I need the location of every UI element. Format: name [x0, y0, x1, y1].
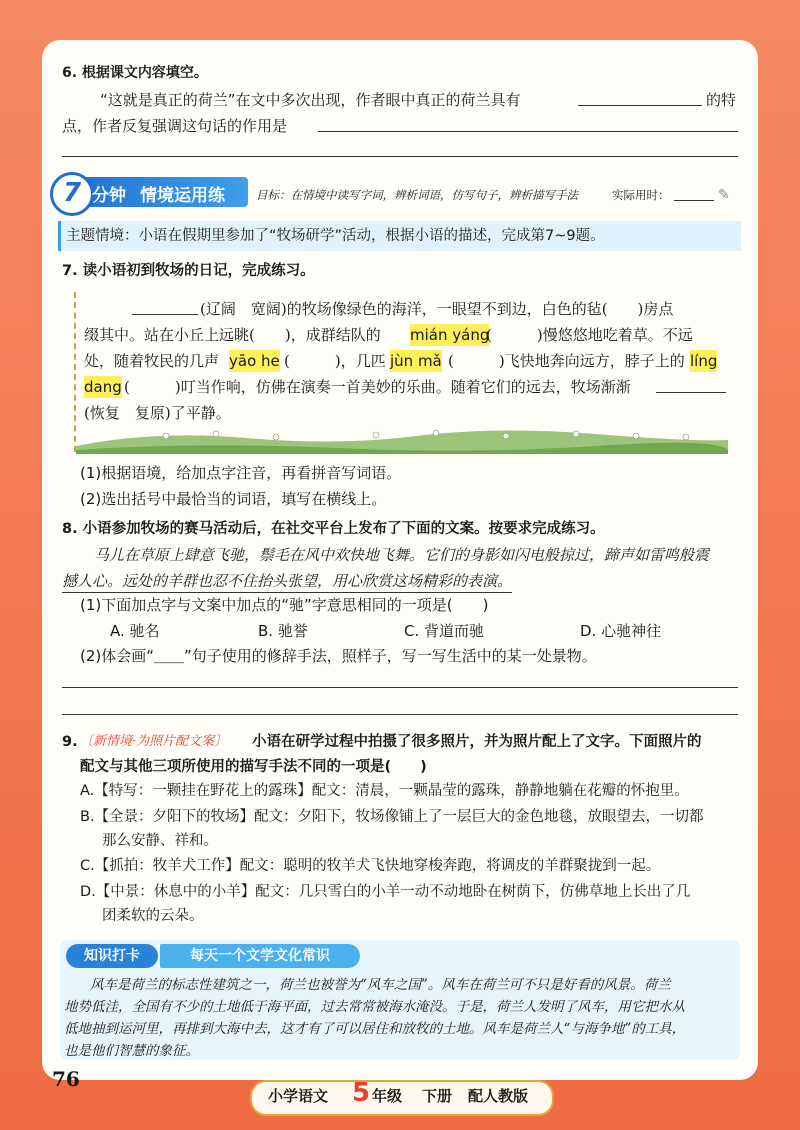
footer-grade: 年级: [372, 1087, 403, 1105]
q9-option-b[interactable]: B.【全景：夕阳下的牧场】配文：夕阳下，牧场像铺上了一层巨大的金色地毯，放眼望去，一切都: [80, 809, 704, 825]
q7-pinyin-ling: líng: [690, 352, 718, 370]
q6-line2: 点，作者反复强调这句话的作用是: [62, 117, 288, 135]
section-number: 7: [50, 172, 94, 216]
footer-term: 下册: [422, 1087, 453, 1105]
knowledge-line-4: 也是他们智慧的象征。: [64, 1043, 199, 1059]
q6-title: 6. 根据课文内容填空。: [62, 65, 208, 81]
time-label: 实际用时：: [612, 188, 670, 202]
q9-tag: 〔新情境·为照片配文案〕: [80, 734, 228, 749]
q6-line1-a: “这就是真正的荷兰”在文中多次出现，作者眼中真正的荷兰具有: [100, 91, 521, 109]
section-label-a: 分钟: [92, 186, 126, 206]
q9-option-b-cont: 那么安静、祥和。: [102, 833, 218, 849]
q8-answer-line-2[interactable]: [62, 714, 738, 715]
scene-text: 主题情境：小语在假期里参加了“牧场研学”活动，根据小语的描述，完成第7~9题。: [66, 228, 605, 244]
q9-option-a[interactable]: A.【特写：一颗挂在野花上的露珠】配文：清晨，一颗晶莹的露珠，静静地躺在花瓣的怀抱里。: [80, 783, 689, 799]
knowledge-line-2: 地势低洼，全国有不少的土地低于海平面，过去常常被海水淹没。于是，荷兰人发明了风车，用它把水从: [64, 999, 685, 1015]
section-label-b: 情境运用练: [140, 186, 225, 206]
knowledge-line-1: 风车是荷兰的标志性建筑之一，荷兰也被誉为“风车之国”。风车在荷兰可不只是好看的风景。荷兰: [90, 977, 671, 993]
q8-answer-line-1[interactable]: [62, 687, 738, 688]
q6-blank-2[interactable]: [318, 131, 738, 132]
q8-option-b[interactable]: B. 驰誉: [258, 622, 308, 640]
q8-p1: 马儿在草原上肆意飞驰，鬃毛在风中欢快地飞舞。它们的身影如闪电般掠过，蹄声如雷鸣般震: [94, 546, 710, 564]
q8-sub1: (1)下面加点字与文案中加点的“驰”字意思相同的一项是( ): [80, 596, 489, 614]
footer-grade-number: 5: [352, 1078, 371, 1108]
q7-pinyin-dang: dang: [84, 378, 122, 396]
q7-p2-b: ( )慢悠悠地吃着草。不远: [486, 326, 693, 344]
q9-title-a: 小语在研学过程中拍摄了很多照片，并为照片配上了文字。下面照片的: [252, 734, 702, 750]
q6-blank-1[interactable]: [578, 105, 702, 106]
footer-edition: 配人教版: [468, 1087, 529, 1105]
q7-pinyin-junma: jùn mǎ: [390, 352, 442, 370]
q7-pinyin-mianyang: mián yáng: [410, 326, 490, 344]
q6-line1-b: 的特: [706, 91, 737, 109]
q8-title: 8. 小语参加牧场的赛马活动后，在社交平台上发布了下面的文案。按要求完成练习。: [62, 521, 605, 537]
page-number: 76: [52, 1067, 80, 1091]
q8-p2: 撼人心。远处的羊群也忍不住抬头张望，用心欣赏这场精彩的表演。: [62, 570, 512, 593]
q8-option-a[interactable]: A. 驰名: [110, 622, 160, 640]
q7-blank-2[interactable]: [656, 392, 726, 393]
q7-title: 7. 读小语初到牧场的日记，完成练习。: [62, 263, 315, 279]
q8-option-c[interactable]: C. 背道而驰: [404, 622, 485, 640]
knowledge-subtitle: 每天一个文学文化常识: [160, 944, 360, 968]
q9-option-d[interactable]: D.【中景：休息中的小羊】配文：几只雪白的小羊一动不动地卧在树荫下，仿佛草地上长出了几: [80, 884, 691, 900]
q7-p2-a: 缀其中。站在小丘上远眺( )，成群结队的: [84, 326, 381, 344]
q7-p1: (辽阔 宽阔)的牧场像绿色的海洋，一眼望不到边，白色的毡( )房点: [200, 300, 674, 318]
q8-option-d[interactable]: D. 心驰神往: [580, 622, 662, 640]
pasture-illustration: [76, 424, 728, 454]
time-blank[interactable]: [674, 200, 714, 201]
q7-p3-b: ( )，几匹: [284, 352, 386, 370]
pencil-icon: ✎: [718, 187, 730, 203]
q9-option-d-cont: 团柔软的云朵。: [102, 908, 204, 924]
knowledge-line-3: 低地抽到运河里，再排到大海中去，这才有了可以居住和放牧的土地。风车是荷兰人“与海争地”的工具，: [64, 1021, 686, 1037]
footer-subject: 小学语文: [268, 1087, 329, 1105]
section-goal: 目标：在情境中读写字词，辨析词语，仿写句子，辨析描写手法: [256, 188, 578, 202]
q7-sub1: (1)根据语境，给加点字注音，再看拼音写词语。: [80, 464, 402, 482]
q7-p3-a: 处，随着牧民的几声: [84, 352, 220, 370]
q8-sub2: (2)体会画“＿＿”句子使用的修辞手法，照样子，写一写生活中的某一处景物。: [80, 647, 597, 665]
knowledge-tag: 知识打卡: [66, 944, 158, 968]
q7-p4: ( )叮当作响，仿佛在演奏一首美妙的乐曲。随着它们的远去，牧场渐渐: [124, 378, 631, 396]
q7-pinyin-yaohe: yāo he: [229, 352, 280, 370]
q7-sub2: (2)选出括号中最恰当的词语，填写在横线上。: [80, 490, 387, 508]
q9-title-b: 配文与其他三项所使用的描写手法不同的一项是( ): [80, 759, 427, 775]
q7-p5: (恢复 复原)了平静。: [84, 404, 231, 422]
q9-option-c[interactable]: C.【抓拍：牧羊犬工作】配文：聪明的牧羊犬飞快地穿梭奔跑，将调皮的羊群聚拢到一起。: [80, 858, 661, 874]
q9-number: 9.: [62, 734, 78, 750]
q7-blank-1[interactable]: [132, 314, 198, 315]
q7-p3-c: ( )飞快地奔向远方，脖子上的: [448, 352, 685, 370]
q6-blank-3[interactable]: [62, 156, 738, 157]
